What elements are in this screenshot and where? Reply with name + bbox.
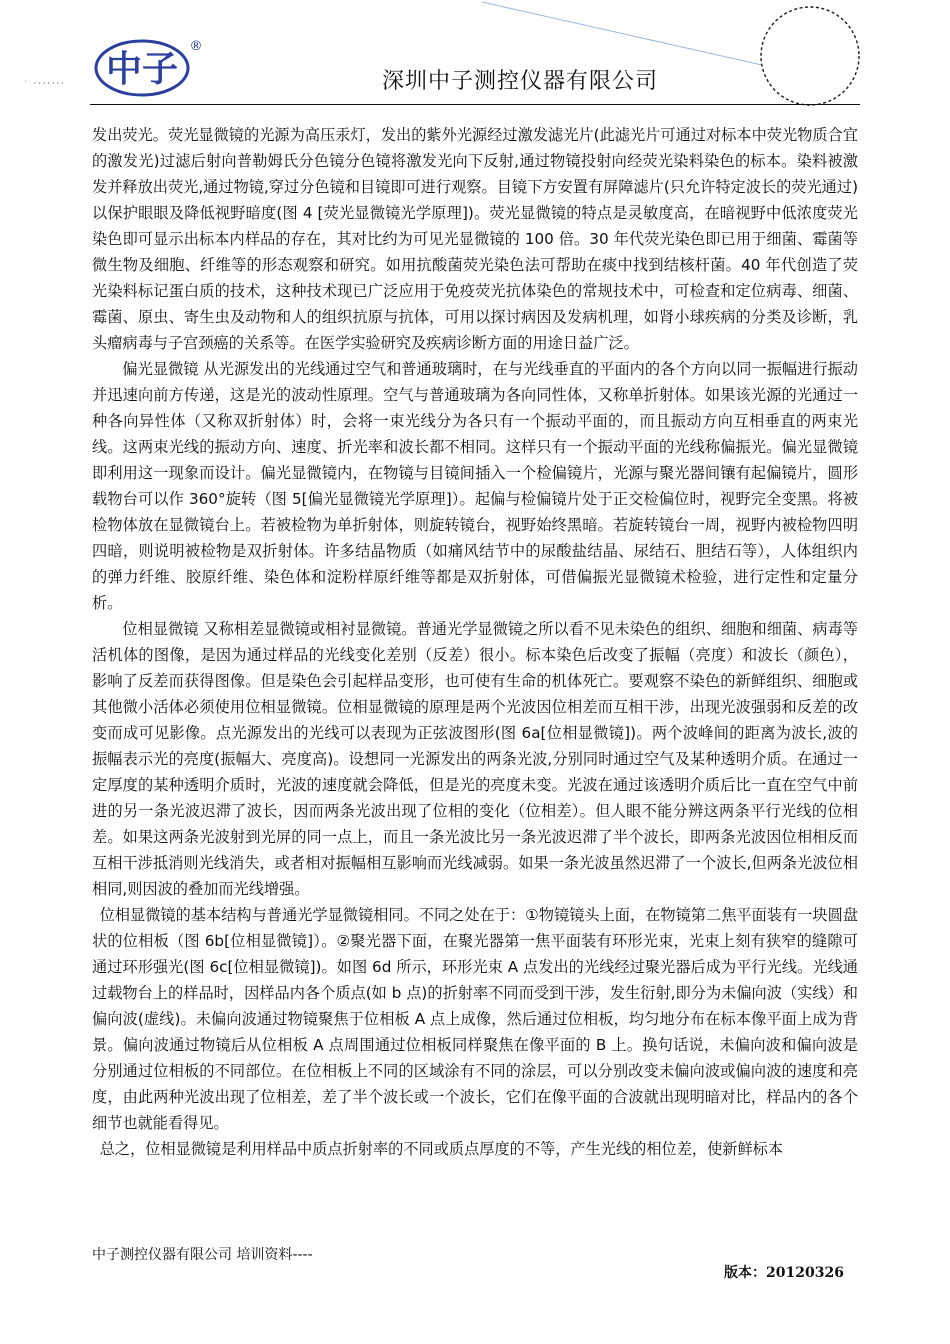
paragraph-summary: 总之，位相显微镜是利用样品中质点折射率的不同或质点厚度的不等，产生光线的相位差，使新鲜标本	[99, 1140, 784, 1158]
paragraph-phase-structure: 位相显微镜的基本结构与普通光学显微镜相同。不同之处在于：①物镜镜头上面，在物镜第二焦平面装有一块圆盘状的位相板（图 6b[位相显微镜]）。②聚光器下面，在聚光器第一焦平面装有环形光束，光束上刻有狭窄的缝隙可通过环形强光(图 6c[位相显微镜])。如图 6d 所示，环形光束 A 点发出的光线经过聚光器后成为平行光线。光线通过载物台上的样品时，因样品内各个质点(如 b 点)的折射率不同而受到干涉，发生衍射,即分为未偏向波（实线）和偏向波(虚线)。未偏向波通过物镜聚焦于位相板 A 点上成像，然后通过位相板，均匀地分布在标本像平面上成为背景。偏向波通过物镜后从位相板 A 点周围通过位相板同样聚焦在像平面的 B 上。换句话说，未偏向波和偏向波是分别通过位相板的不同部位。在位相板上不同的区域涂有不同的涂层，可以分别改变未偏向波或偏向波的速度和亮度，由此两种光波出现了位相差，差了半个波长或一个波长，它们在像平面的合波就出现明暗对比，样品内的各个细节也就能看得见。	[92, 906, 858, 1132]
registered-mark: ®	[189, 39, 203, 54]
company-logo	[92, 36, 210, 98]
paragraph-polarizing: 偏光显微镜 从光源发出的光线通过空气和普通玻璃时，在与光线垂直的平面内的各个方向以同一振幅进行振动并迅速向前方传递，这是光的波动性原理。空气与普通玻璃为各向同性体，又称单折射体。如果该光源的光通过一种各向异性体（又称双折射体）时，会将一束光线分为各只有一个振动平面的，而且振动方向互相垂直的两束光线。这两束光线的振动方向、速度、折光率和波长都不相同。这样只有一个振动平面的光线称偏振光。偏光显微镜即利用这一现象而设计。偏光显微镜内，在物镜与目镜间插入一个检偏镜片，光源与聚光器间镶有起偏镜片，圆形载物台可以作 360°旋转（图 5[偏光显微镜光学原理]）。起偏与检偏镜片处于正交检偏位时，视野完全变黑。将被检物体放在显微镜台上。若被检物为单折射体，则旋转镜台，视野始终黑暗。若旋转镜台一周，视野内被检物四明四暗，则说明被检物是双折射体。许多结晶物质（如痛风结节中的尿酸盐结晶、尿结石、胆结石等），人体组织内的弹力纤维、胶原纤维、染色体和淀粉样原纤维等都是双折射体，可借偏振光显微镜术检验，进行定性和定量分析。	[92, 360, 858, 612]
header-dots: · ,,,,,,,	[24, 78, 66, 85]
paragraph-fluorescence: 发出荧光。荧光显微镜的光源为高压汞灯，发出的紫外光源经过激发滤光片(此滤光片可通过对标本中荧光物质合宜的激发光)过滤后射向普勒姆氏分色镜分色镜将激发光向下反射,通过物镜投射向经荧光染料染色的标本。染料被激发并释放出荧光,通过物镜,穿过分色镜和目镜即可进行观察。目镜下方安置有屏障滤片(只允许特定波长的荧光通过)以保护眼眼及降低视野暗度(图 4 [荧光显微镜光学原理])。荧光显微镜的特点是灵敏度高，在暗视野中低浓度荧光染色即可显示出标本内样品的存在，其对比约为可见光显微镜的 100 倍。30 年代荧光染色即已用于细菌、霉菌等微生物及细胞、纤维等的形态观察和研究。如用抗酸菌荧光染色法可帮助在痰中找到结核杆菌。40 年代创造了荧光染料标记蛋白质的技术，这种技术现已广泛应用于免疫荧光抗体染色的常规技术中，可检查和定位病毒、细菌、霉菌、原虫、寄生虫及动物和人的组织抗原与抗体，可用以探讨病因及发病机理，如肾小球疾病的分类及诊断，乳头瘤病毒与子宫颈癌的关系等。在医学实验研究及疾病诊断方面的用途日益广泛。	[92, 126, 858, 352]
footer-training-label: 中子测控仪器有限公司 培训资料----	[92, 1247, 313, 1263]
decorative-circle	[758, 4, 862, 108]
header-divider	[90, 104, 860, 105]
footer-version: 版本：20120326	[724, 1265, 844, 1281]
company-name: 深圳中子测控仪器有限公司	[382, 69, 659, 94]
logo-text: 中子	[105, 49, 179, 90]
document-body	[92, 122, 858, 1162]
paragraph-phase-contrast: 位相显微镜 又称相差显微镜或相衬显微镜。普通光学显微镜之所以看不见未染色的组织、细胞和细菌、病毒等活机体的图像，是因为通过样品的光线变化差别（反差）很小。标本染色后改变了振幅（亮度）和波长（颜色），影响了反差而获得图像。但是染色会引起样品变形，也可使有生命的机体死亡。要观察不染色的新鲜组织、细胞或其他微小活体必须使用位相显微镜。位相显微镜的原理是两个光波因位相差而互相干涉，出现光波强弱和反差的改变而成可见影像。点光源发出的光线可以表现为正弦波图形(图 6a[位相显微镜])。两个波峰间的距离为波长,波的振幅表示光的亮度(振幅大、亮度高)。设想同一光源发出的两条光波,分别同时通过空气及某种透明介质。在通过一定厚度的某种透明介质时，光波的速度就会降低，但是光的亮度未变。光波在通过该透明介质后比一直在空气中前进的另一条光波迟滞了波长，因而两条光波出现了位相的变化（位相差）。但人眼不能分辨这两条平行光线的位相差。如果这两条光波射到光屏的同一点上，而且一条光波比另一条光波迟滞了半个波长，即两条光波因位相相反而互相干涉抵消则光线消失，或者相对振幅相互影响而光线减弱。如果一条光波虽然迟滞了一个波长,但两条光波位相相同,则因波的叠加而光线增强。	[92, 620, 858, 898]
